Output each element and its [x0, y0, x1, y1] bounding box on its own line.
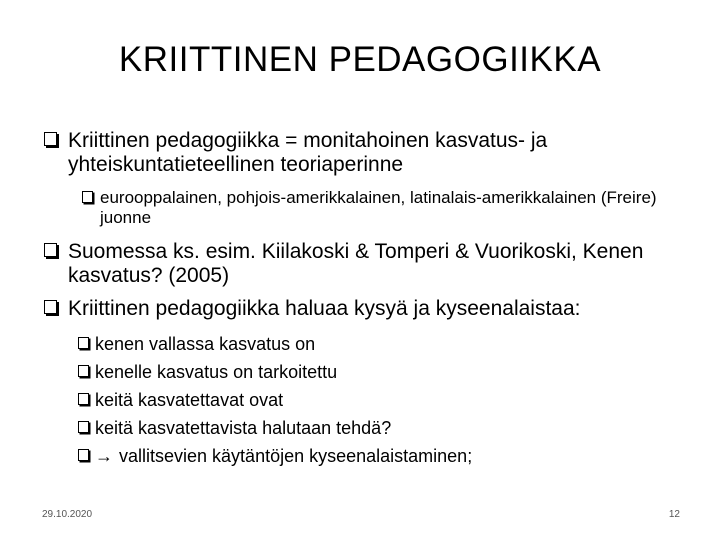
- footer-date: 29.10.2020: [42, 509, 93, 520]
- question-list: [78, 330, 472, 470]
- checkbox-bullet-icon: [78, 393, 89, 405]
- list-item-text: kenen vallassa kasvatus on: [95, 334, 316, 354]
- checkbox-bullet-icon: [78, 449, 89, 461]
- checkbox-bullet-icon: [44, 132, 57, 146]
- checkbox-bullet-icon: [78, 337, 89, 349]
- bullet-text: Suomessa ks. esim. Kiilakoski & Tomperi & Vuorikoski, Kenen kasvatus? (2005): [68, 240, 644, 287]
- bullet-item: [44, 240, 688, 288]
- bullet-text: Kriittinen pedagogiikka = monitahoinen kasvatus- ja yhteiskuntatieteellinen teoriaperinne: [68, 129, 548, 176]
- checkbox-bullet-icon: [44, 300, 57, 314]
- bullet-item: [44, 129, 688, 177]
- checkbox-bullet-icon: [44, 243, 57, 257]
- list-item-text: vallitsevien käytäntöjen kyseenalaistaminen;: [119, 446, 473, 466]
- slide-title: KRIITTINEN PEDAGOGIIKKA: [118, 40, 602, 79]
- list-item-text: kenelle kasvatus on tarkoitettu: [95, 362, 338, 382]
- slide-number: 12: [668, 509, 680, 520]
- list-item-text: keitä kasvatettavista halutaan tehdä?: [95, 418, 392, 438]
- list-item: [78, 330, 472, 358]
- list-item: [78, 414, 472, 442]
- list-item: [78, 386, 472, 414]
- checkbox-bullet-icon: [78, 421, 89, 433]
- list-item: [78, 442, 472, 470]
- list-item-text: keitä kasvatettavat ovat: [95, 390, 284, 410]
- checkbox-bullet-icon: [82, 191, 93, 203]
- bullet-item: [44, 297, 688, 321]
- checkbox-bullet-icon: [78, 365, 89, 377]
- list-item: [78, 358, 472, 386]
- sub-bullet-text: eurooppalainen, pohjois-amerikkalainen, latinalais-amerikkalainen (Freire) juonne: [100, 188, 657, 227]
- bullet-text: Kriittinen pedagogiikka haluaa kysyä ja kyseenalaistaa:: [68, 297, 581, 320]
- arrow-right-icon: →: [95, 446, 113, 466]
- sub-bullet-item: [82, 188, 680, 228]
